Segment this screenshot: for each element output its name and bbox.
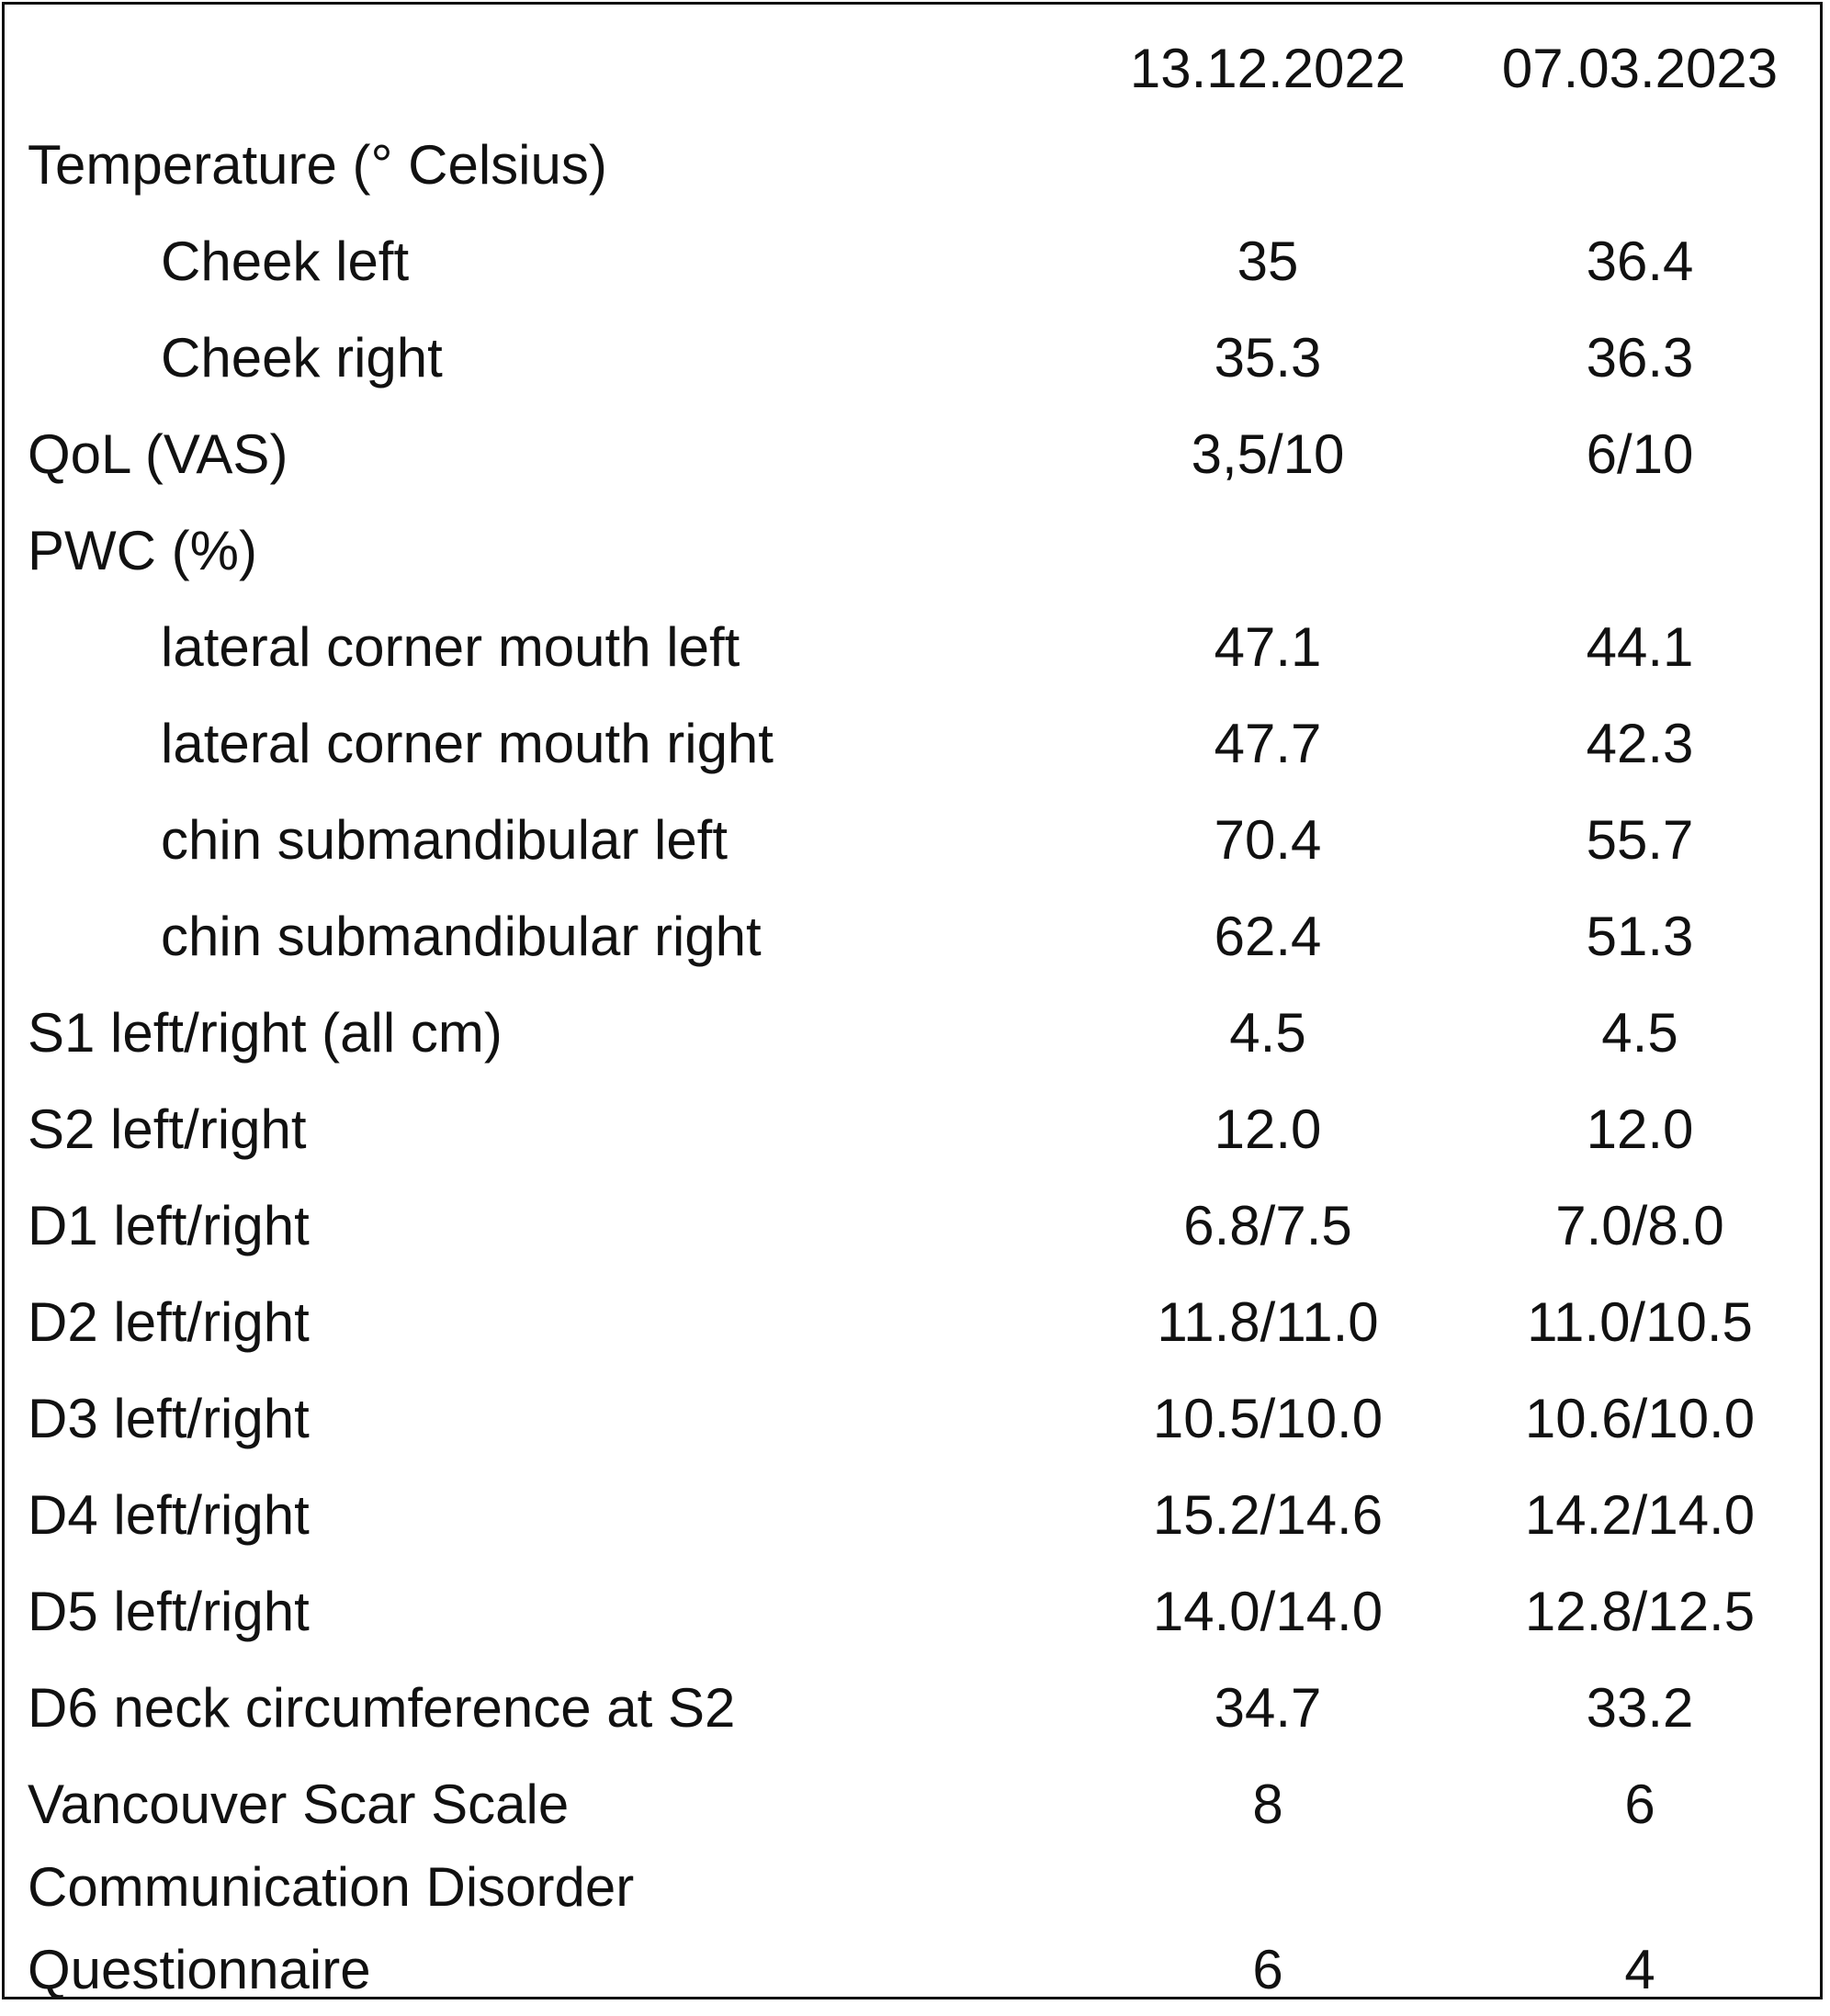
table-row	[5, 987, 1820, 1079]
table-row	[5, 891, 1820, 983]
row-label: lateral corner mouth right	[161, 713, 774, 774]
table-row	[5, 505, 1820, 597]
row-value-1: 14.0/14.0	[1152, 1581, 1384, 1642]
row-label: QoL (VAS)	[28, 423, 288, 485]
row-value-1: 62.4	[1214, 906, 1322, 967]
header-date-2: 07.03.2023	[1501, 38, 1779, 99]
table-row	[5, 1277, 1820, 1368]
table-row	[5, 1470, 1820, 1561]
row-value-1: 47.1	[1214, 616, 1322, 678]
row-label: D2 left/right	[28, 1291, 310, 1353]
table-row	[5, 1373, 1820, 1465]
row-value-2: 4.5	[1601, 1002, 1678, 1064]
row-value-2: 12.0	[1586, 1098, 1694, 1160]
row-value-2: 10.6/10.0	[1524, 1388, 1756, 1449]
row-value-1: 35.3	[1214, 327, 1322, 389]
row-label: D6 neck circumference at S2	[28, 1677, 736, 1739]
row-label: S1 left/right (all cm)	[28, 1002, 503, 1064]
header-date-1: 13.12.2022	[1129, 38, 1406, 99]
table-header-row	[5, 23, 1820, 115]
row-value-2: 12.8/12.5	[1524, 1581, 1756, 1642]
row-label: S2 left/right	[28, 1098, 307, 1160]
row-label: Vancouver Scar Scale	[28, 1774, 570, 1835]
row-value-1: 15.2/14.6	[1152, 1484, 1384, 1546]
row-value-1: 4.5	[1229, 1002, 1306, 1064]
measurements-table	[2, 2, 1823, 1999]
row-value-2: 33.2	[1586, 1677, 1694, 1739]
row-label: Cheek left	[161, 231, 410, 292]
row-value-2: 36.4	[1586, 231, 1694, 292]
row-value-1: 47.7	[1214, 713, 1322, 774]
row-label: Temperature (° Celsius)	[28, 134, 607, 196]
row-value-1: 70.4	[1214, 809, 1322, 871]
row-value-2: 6/10	[1586, 423, 1694, 485]
table-row	[5, 698, 1820, 790]
row-value-1: 11.8/11.0	[1157, 1291, 1379, 1353]
row-label: D4 left/right	[28, 1484, 310, 1546]
table-row	[5, 216, 1820, 308]
row-label: D5 left/right	[28, 1581, 310, 1642]
row-value-1: 10.5/10.0	[1152, 1388, 1384, 1449]
row-value-2: 6	[1624, 1774, 1655, 1835]
row-value-1: 6.8/7.5	[1183, 1195, 1352, 1256]
row-label: Cheek right	[161, 327, 443, 389]
row-label: lateral corner mouth left	[161, 616, 740, 678]
table-row	[5, 1084, 1820, 1176]
row-label: chin submandibular right	[161, 906, 762, 967]
row-label: D1 left/right	[28, 1195, 310, 1256]
row-value-2: 36.3	[1586, 327, 1694, 389]
row-value-1: 34.7	[1214, 1677, 1322, 1739]
table-row	[5, 119, 1820, 211]
table-row	[5, 1846, 1820, 2002]
row-value-1: 6	[1252, 1939, 1283, 2000]
table-row	[5, 602, 1820, 693]
row-label: D3 left/right	[28, 1388, 310, 1449]
row-value-1: 3,5/10	[1191, 423, 1345, 485]
table-row	[5, 312, 1820, 404]
row-value-2: 51.3	[1586, 906, 1694, 967]
table-row	[5, 794, 1820, 886]
row-label: chin submandibular left	[161, 809, 729, 871]
row-value-2: 55.7	[1586, 809, 1694, 871]
row-label-line-1: Communication Disorder	[28, 1856, 635, 1918]
row-label-line-2: Questionnaire	[28, 1939, 371, 2000]
row-value-2: 7.0/8.0	[1555, 1195, 1724, 1256]
table-row	[5, 409, 1820, 501]
row-value-1: 12.0	[1214, 1098, 1322, 1160]
table-row	[5, 1566, 1820, 1658]
table-row	[5, 1180, 1820, 1272]
row-value-2: 14.2/14.0	[1524, 1484, 1756, 1546]
row-value-2: 11.0/10.5	[1527, 1291, 1753, 1353]
row-value-1: 8	[1252, 1774, 1283, 1835]
row-value-2: 44.1	[1586, 616, 1694, 678]
row-label: PWC (%)	[28, 520, 257, 581]
row-value-1: 35	[1237, 231, 1299, 292]
row-value-2: 42.3	[1586, 713, 1694, 774]
row-value-2: 4	[1624, 1939, 1655, 2000]
table-row	[5, 1662, 1820, 1754]
table-row	[5, 1759, 1820, 1851]
